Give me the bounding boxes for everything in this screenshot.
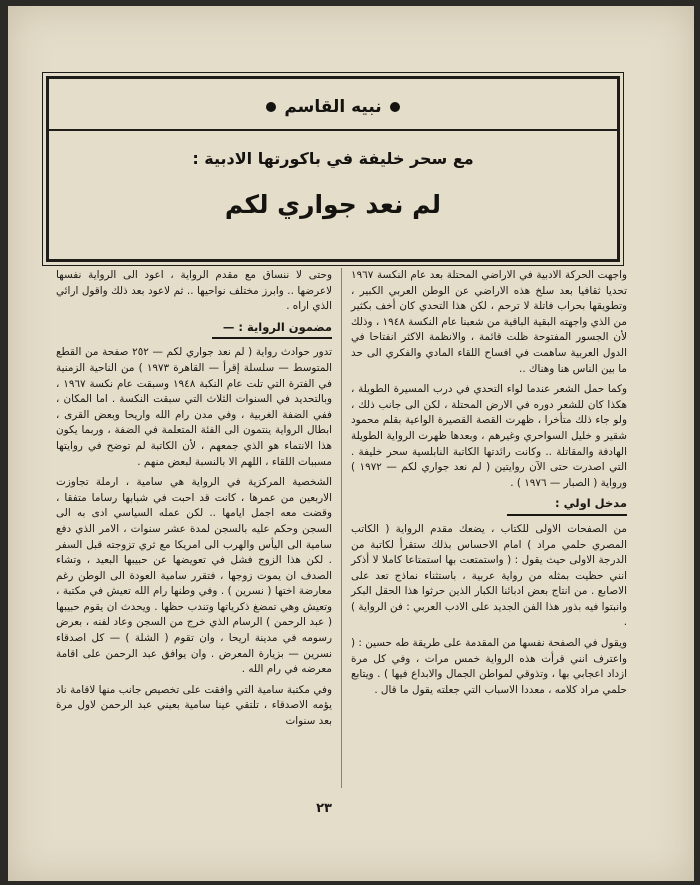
paragraph: وفي مكتبة سامية التي وافقت على تخصيص جانب منها لاقامة ناد يؤمه الاصدقاء ، تلتقي عينا سامية بعيني عبد الرحمن لاول مرة بعد سنوات (56, 683, 332, 728)
header-divider (49, 129, 617, 131)
article-subtitle: مع سحر خليفة في باكورتها الادبية : (192, 149, 474, 168)
right-column (351, 268, 627, 703)
bullet-icon (266, 102, 276, 112)
paragraph: ويقول في الصفحة نفسها من المقدمة على طريقة طه حسين : ( واعترف انني قرأت هذه الرواية خمس مرات ، وفي كل مرة ازداد اعجابي بها ، وتذوقي لمواطن الجمال والابداع فيها ) . ويتابع حلمي مراد كلامه ، معددا الاسباب التي جعلته يقول ما قال . (351, 637, 627, 696)
paragraph: الشخصية المركزية في الرواية هي سامية ، ارملة تجاوزت الاربعين من عمرها ، كانت قد احبت في شبابها رساما متفقا ، وقضت معه اجمل ايامها .. لكن عمله السياسي ادى به الى السجن وحكم عليه بالسجن لمدة عشر سنوات ، الامر الذي دفع سامية الى اليأس والهرب الى امريكا مع ثري تزوجته قبل السفر . لكن هذا الزوج فشل في تعويضها عن حبيبها البعيد ، وتشاء الصدف ان يموت زوجها ، فتقرر سامية العودة الى الوطن رغم معارضة اختها ( نسرين ) . وفي وطنها رام الله تعيش في مكتبة ، وتعيش وهي تمضغ ذكرياتها وتندب حظها . ويحدث ان يقوم حبيبها ( عبد الرحمن ) الرسام الذي خرج من السجن وعاد لفنه ، بعرض رسومه في مدينة اريحا ، وان تقوم ( الشلة ) — كل اصدقاء نسرين — بزيارة المعرض . وان يوافق عبد الرحمن على اقامة معرضه في رام الله . (56, 476, 332, 676)
paragraph: وحتى لا ننساق مع مقدم الرواية ، اعود الى الرواية نفسها لاعرضها .. وابرز مختلف نواحيها .. ثم لاعود بعد ذلك واقول ارائي الذي اراه . (56, 269, 332, 313)
article-header (46, 76, 620, 262)
left-column (56, 268, 332, 735)
author-name: نبيه القاسم (284, 97, 382, 117)
page-number: ٢٣ (316, 801, 332, 816)
paragraph: واجهت الحركة الادبية في الاراضي المحتلة بعد عام النكسة ١٩٦٧ تحديا ثقافيا بعد سلخ هذه الاراضي عن الوطن العربي الكبير ، وتطويقها بحراب فاتلة لا ترحم ، لكن هذا التحدي كان أخف بكثير من الذي واجهته البقية الباقية من شعبنا عام النكسة ١٩٤٨ ، وذلك لأن الجسور المفتوحة ظلت قائمة ، والانظمة الاكثر انفتاحا في الدول العربية ساهمت في افساح اللقاء المادي والفكري الى حد ما بين الناس هنا وهناك .. (351, 269, 627, 375)
section-heading: مدخل اولي : (507, 496, 627, 516)
author-line (49, 97, 617, 117)
paragraph: وكما حمل الشعر عندما لواء التحدي في درب المسيرة الطويلة ، هكذا كان للشعر دوره في الارض المحتلة ، لكن الى جانب ذلك ، ولو جاء ذلك متأخرا ، ظهرت القصة القصيرة الواعية بقلم محمود شقير و خليل السواحري وغيرهم ، وبعدها ظهرت الرواية الطويلة الهادفة والمقاتلة .. وكانت رائدتها الكاتبة النابلسية سحر خليفة . التي اصدرت حتى الآن روايتين ( لم نعد جواري لكم — ١٩٧٢ ) ورواية ( الصبار — ١٩٧٦ ) . (351, 383, 627, 489)
magazine-page (8, 6, 694, 881)
section-heading: مضمون الرواية : — (212, 320, 332, 340)
column-divider (341, 268, 342, 788)
article-title: لم نعد جواري لكم (224, 190, 442, 219)
bullet-icon (390, 102, 400, 112)
paragraph: من الصفحات الاولى للكتاب ، يضعك مقدم الرواية ( الكاتب المصري حلمي مراد ) امام الاحساس بذلك ستقرأ لكاتبة من الدرجة الاولى حيث يقول : ( واستمتعت بها استمتاعا كاملا لا أذكر انني حظيت بمثله من رواية عربية ، باستثناء نماذج تعد على الاصابع . من انتاج بعض ادبائنا الكبار الذين حرثوا هذا الحقل البكر وانبتوا فيه بذور هذا الفن الجديد على الادب العربي : فن الرواية ) . (351, 522, 627, 629)
paragraph: تدور حوادث رواية ( لم نعد جواري لكم — ٢٥٢ صفحة من القطع المتوسط — سلسلة إقرأ — القاهرة ١٩٧٣ ) من الناحية الزمنية في الفترة التي تلت عام النكبة ١٩٤٨ وسبقت عام نكسة ١٩٦٧ ، وبالتحديد في السنوات الثلاث التي سبقت النكسة . اما المكان ، ففي الضفة الغربية ، وفي مدن رام الله واريحا وبعض القرى ، ابطال الرواية ينتمون الى الفئة المتعلمة في الضفة ، وربما يكون هذا الانتماء هو الذي جمعهم ، لأن الكاتبة لم توضح في روايتها مسببات اللقاء ، اللهم الا بالنسبة لبعض منهم . (56, 346, 332, 468)
